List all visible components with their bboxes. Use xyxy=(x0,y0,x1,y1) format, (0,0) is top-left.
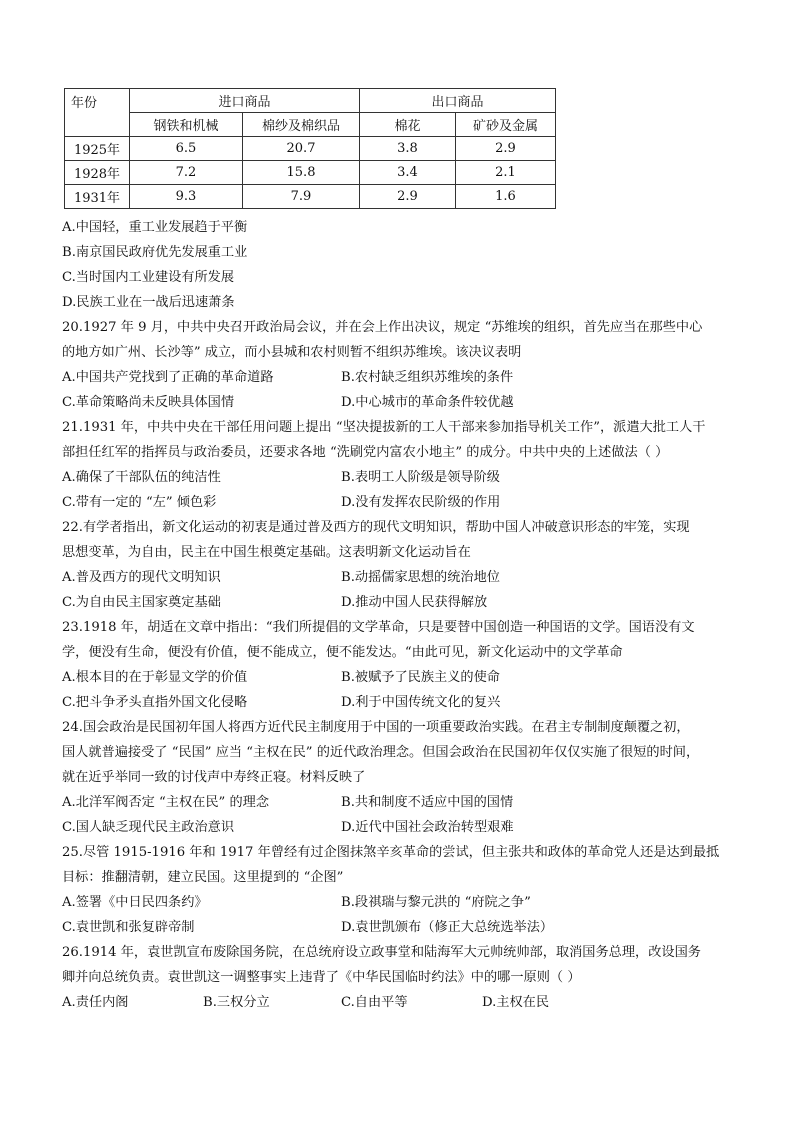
q24-stem-line-3: 就在近乎举同一致的讨伐声中寿终正寝。材料反映了 xyxy=(62,770,366,785)
q23-option-a: A.根本目的在于彰显文学的价值 xyxy=(62,670,248,685)
q19-option-c: C.当时国内工业建设有所发展 xyxy=(62,270,235,285)
import-header: 进口商品 xyxy=(130,89,360,113)
row-year: 1931年 xyxy=(65,185,130,209)
q25-stem-line-1: 25.尽管 1915-1916 年和 1917 年曾经有过企图抹煞辛亥革命的尝试，但主张共和政体的革命党人还是达到最抵 xyxy=(62,845,720,860)
q26-option-c: C.自由平等 xyxy=(341,995,408,1010)
table-cell: 1.6 xyxy=(456,185,556,209)
table-cell: 2.9 xyxy=(456,137,556,161)
q20-stem-line-1: 20.1927 年 9 月，中共中央召开政治局会议，并在会上作出决议，规定 “苏维埃的组织，首先应当在那些中心 xyxy=(62,320,703,335)
q20-option-c: C.革命策略尚未反映具体国情 xyxy=(62,395,235,410)
q24-option-a: A.北洋军阀否定 “主权在民” 的理念 xyxy=(62,795,270,810)
q21-stem-line-1: 21.1931 年，中共中央在干部任用问题上提出 “坚决提拔新的工人干部来参加指导机关工作”，派遣大批工人干 xyxy=(62,420,706,435)
row-year: 1928年 xyxy=(65,161,130,185)
q22-option-b: B.动摇儒家思想的统治地位 xyxy=(341,570,500,585)
q26-option-d: D.主权在民 xyxy=(482,995,550,1010)
table-cell: 2.9 xyxy=(360,185,456,209)
table-cell: 15.8 xyxy=(243,161,360,185)
q21-option-c: C.带有一定的 “左” 倾色彩 xyxy=(62,495,217,510)
q22-stem-line-2: 思想变革，为自由，民主在中国生根奠定基础。这表明新文化运动旨在 xyxy=(62,545,471,560)
q25-option-b: B.段祺瑞与黎元洪的 “府院之争” xyxy=(341,895,531,910)
q20-option-a: A.中国共产党找到了正确的革命道路 xyxy=(62,370,274,385)
q26-option-b: B.三权分立 xyxy=(203,995,270,1010)
q24-option-b: B.共和制度不适应中国的国情 xyxy=(341,795,514,810)
table-cell: 6.5 xyxy=(130,137,243,161)
table-row xyxy=(65,185,556,209)
table-cell: 7.9 xyxy=(243,185,360,209)
table-row xyxy=(65,137,556,161)
table-cell: 3.8 xyxy=(360,137,456,161)
subheader-cotton: 棉花 xyxy=(360,113,456,137)
q21-option-a: A.确保了干部队伍的纯洁性 xyxy=(62,470,221,485)
trade-table xyxy=(64,88,556,209)
q20-stem-line-2: 的地方如广州、长沙等” 成立，而小县城和农村则暂不组织苏维埃。该决议表明 xyxy=(62,345,522,360)
q25-option-a: A.签署《中日民四条约》 xyxy=(62,895,208,910)
table-cell: 20.7 xyxy=(243,137,360,161)
q19-option-b: B.南京国民政府优先发展重工业 xyxy=(62,245,248,260)
q24-option-c: C.国人缺乏现代民主政治意识 xyxy=(62,820,235,835)
q22-option-a: A.普及西方的现代文明知识 xyxy=(62,570,221,585)
row-year: 1925年 xyxy=(65,137,130,161)
table-row xyxy=(65,161,556,185)
q23-option-d: D.利于中国传统文化的复兴 xyxy=(341,695,501,710)
q22-option-c: C.为自由民主国家奠定基础 xyxy=(62,595,221,610)
table-cell: 2.1 xyxy=(456,161,556,185)
q20-option-b: B.农村缺乏组织苏维埃的条件 xyxy=(341,370,514,385)
table-cell: 3.4 xyxy=(360,161,456,185)
table-cell: 7.2 xyxy=(130,161,243,185)
q22-stem-line-1: 22.有学者指出，新文化运动的初衷是通过普及西方的现代文明知识，帮助中国人冲破意识形态的牢笼，实现 xyxy=(62,520,690,535)
subheader-ore: 矿砂及金属 xyxy=(456,113,556,137)
q19-option-a: A.中国轻，重工业发展趋于平衡 xyxy=(62,220,248,235)
q21-option-b: B.表明工人阶级是领导阶级 xyxy=(341,470,500,485)
q19-option-d: D.民族工业在一战后迅速萧条 xyxy=(62,295,235,310)
q25-option-d: D.袁世凯颁布（修正大总统选举法） xyxy=(341,920,554,935)
table-cell: 9.3 xyxy=(130,185,243,209)
q23-stem-line-2: 学，便没有生命，便没有价值，便不能成立，便不能发达。“由此可见，新文化运动中的文学革命 xyxy=(62,645,623,660)
q23-option-c: C.把斗争矛头直指外国文化侵略 xyxy=(62,695,248,710)
q23-stem-line-1: 23.1918 年，胡适在文章中指出：“我们所提倡的文学革命，只是要替中国创造一种国语的文学。国语没有文 xyxy=(62,620,695,635)
q25-stem-line-2: 目标：推翻清朝，建立民国。这里提到的 “企图” xyxy=(62,870,344,885)
q26-stem-line-2: 卿并向总统负责。袁世凯这一调整事实上违背了《中华民国临时约法》中的哪一原则（ ） xyxy=(62,970,581,985)
q26-stem-line-1: 26.1914 年，袁世凯宣布废除国务院，在总统府设立政事堂和陆海军大元帅统帅部，取消国务总理，改设国务 xyxy=(62,945,701,960)
q24-stem-line-2: 国人就普遍接受了 “民国” 应当 “主权在民” 的近代政治理念。但国会政治在民国初年仅仅实施了很短的时间， xyxy=(62,745,700,760)
q26-option-a: A.责任内阁 xyxy=(62,995,129,1010)
q21-stem-line-2: 部担任红军的指挥员与政治委员，还要求各地 “洗刷党内富农小地主” 的成分。中共中央的上述做法（ ） xyxy=(62,445,669,460)
q22-option-d: D.推动中国人民获得解放 xyxy=(341,595,488,610)
q25-option-c: C.袁世凯和张复辟帝制 xyxy=(62,920,195,935)
q20-option-d: D.中心城市的革命条件较优越 xyxy=(341,395,514,410)
year-header: 年份 xyxy=(65,89,130,137)
q23-option-b: B.被赋予了民族主义的使命 xyxy=(341,670,500,685)
subheader-steel: 钢铁和机械 xyxy=(130,113,243,137)
q24-option-d: D.近代中国社会政治转型艰难 xyxy=(341,820,514,835)
export-header: 出口商品 xyxy=(360,89,556,113)
q21-option-d: D.没有发挥农民阶级的作用 xyxy=(341,495,501,510)
subheader-cotton-yarn: 棉纱及棉织品 xyxy=(243,113,360,137)
q24-stem-line-1: 24.国会政治是民国初年国人将西方近代民主制度用于中国的一项重要政治实践。在君主专制制度颠覆之初， xyxy=(62,720,690,735)
